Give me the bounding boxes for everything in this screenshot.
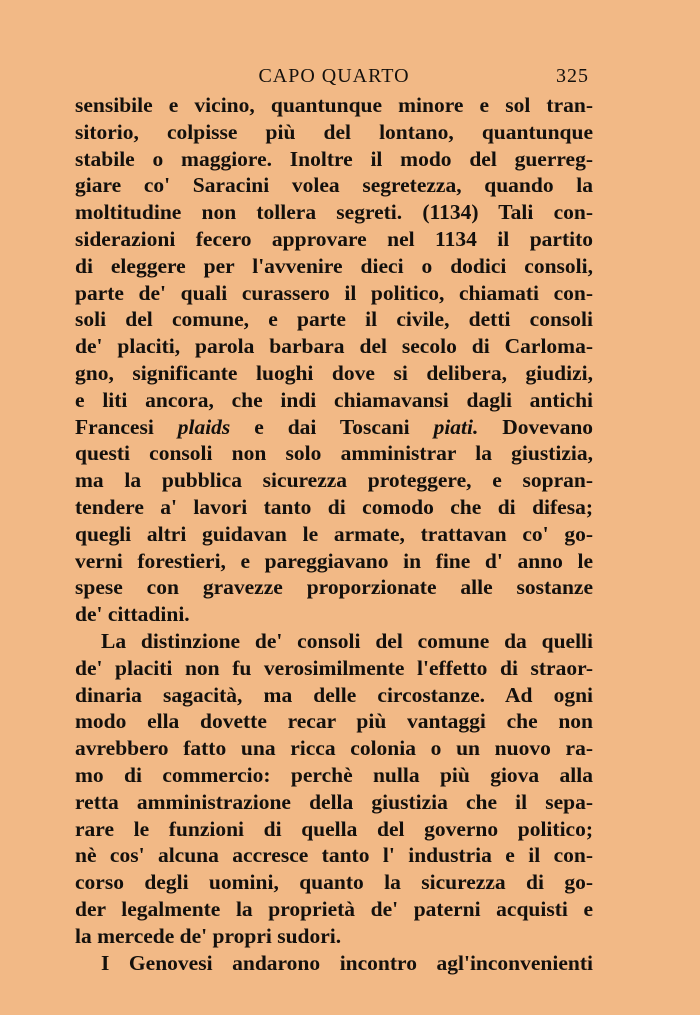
text-line: giare co' Saracini volea segretezza, quando la <box>75 173 593 198</box>
text-line: der legalmente la proprietà de' paterni acquisti e <box>75 896 593 921</box>
text-line: ma la pubblica sicurezza proteggere, e sopran- <box>75 468 593 493</box>
page-number: 325 <box>556 65 589 87</box>
text-line: nè cos' alcuna accresce tanto l' industria e il con- <box>75 843 593 868</box>
text-line: La distinzione de' consoli del comune da quelli <box>101 628 593 653</box>
text-line: corso degli uomini, quanto la sicurezza di go- <box>75 870 593 895</box>
chapter-title: CAPO QUARTO <box>258 65 410 87</box>
text-line: retta amministrazione della giustizia che il sepa- <box>75 789 593 814</box>
text-line: moltitudine non tollera segreti. (1134) Tali con- <box>75 200 593 225</box>
text-line: rare le funzioni di quella del governo politico; <box>75 816 593 841</box>
text-line: Francesi plaids e dai Toscani piati. Dovevano <box>75 414 593 439</box>
text-line: parte de' quali curassero il politico, chiamati con- <box>75 280 593 305</box>
text-line: tendere a' lavori tanto di comodo che di difesa; <box>75 494 593 519</box>
text-line: de' placiti, parola barbara del secolo di Carloma- <box>75 334 593 359</box>
text-line: spese con gravezze proporzionate alle sostanze <box>75 575 593 600</box>
text-line: modo ella dovette recar più vantaggi che non <box>75 709 593 734</box>
text-line: avrebbero fatto una ricca colonia o un nuovo ra- <box>75 736 593 761</box>
text-line: stabile o maggiore. Inoltre il modo del guerreg- <box>75 146 593 171</box>
text-line: I Genovesi andarono incontro agl'inconvenienti <box>101 950 593 975</box>
text-line: questi consoli non solo amministrar la giustizia, <box>75 441 593 466</box>
text-line: quegli altri guidavan le armate, trattavan co' go- <box>75 521 593 546</box>
text-line: verni forestieri, e pareggiavano in fine d' anno le <box>75 548 593 573</box>
text-line: sensibile e vicino, quantunque minore e sol tran- <box>75 93 593 117</box>
text-line: gno, significante luoghi dove si delibera, giudizi, <box>75 360 593 385</box>
text-line: mo di commercio: perchè nulla più giova alla <box>75 762 593 787</box>
text-line: de' placiti non fu verosimilmente l'effetto di straor- <box>75 655 593 680</box>
text-line: soli del comune, e parte il civile, detti consoli <box>75 307 593 332</box>
text-line: dinaria sagacità, ma delle circostanze. Ad ogni <box>75 682 593 707</box>
running-header <box>75 62 593 92</box>
book-page <box>75 62 593 992</box>
text-line: de' cittadini. <box>75 602 190 627</box>
body-text <box>75 92 593 976</box>
text-line: sitorio, colpisse più del lontano, quantunque <box>75 119 593 144</box>
text-line: di eleggere per l'avvenire dieci o dodici consoli, <box>75 253 593 278</box>
text-line: e liti ancora, che indi chiamavansi dagli antichi <box>75 387 593 412</box>
text-line: la mercede de' propri sudori. <box>75 923 342 948</box>
text-line: siderazioni fecero approvare nel 1134 il partito <box>75 226 593 251</box>
